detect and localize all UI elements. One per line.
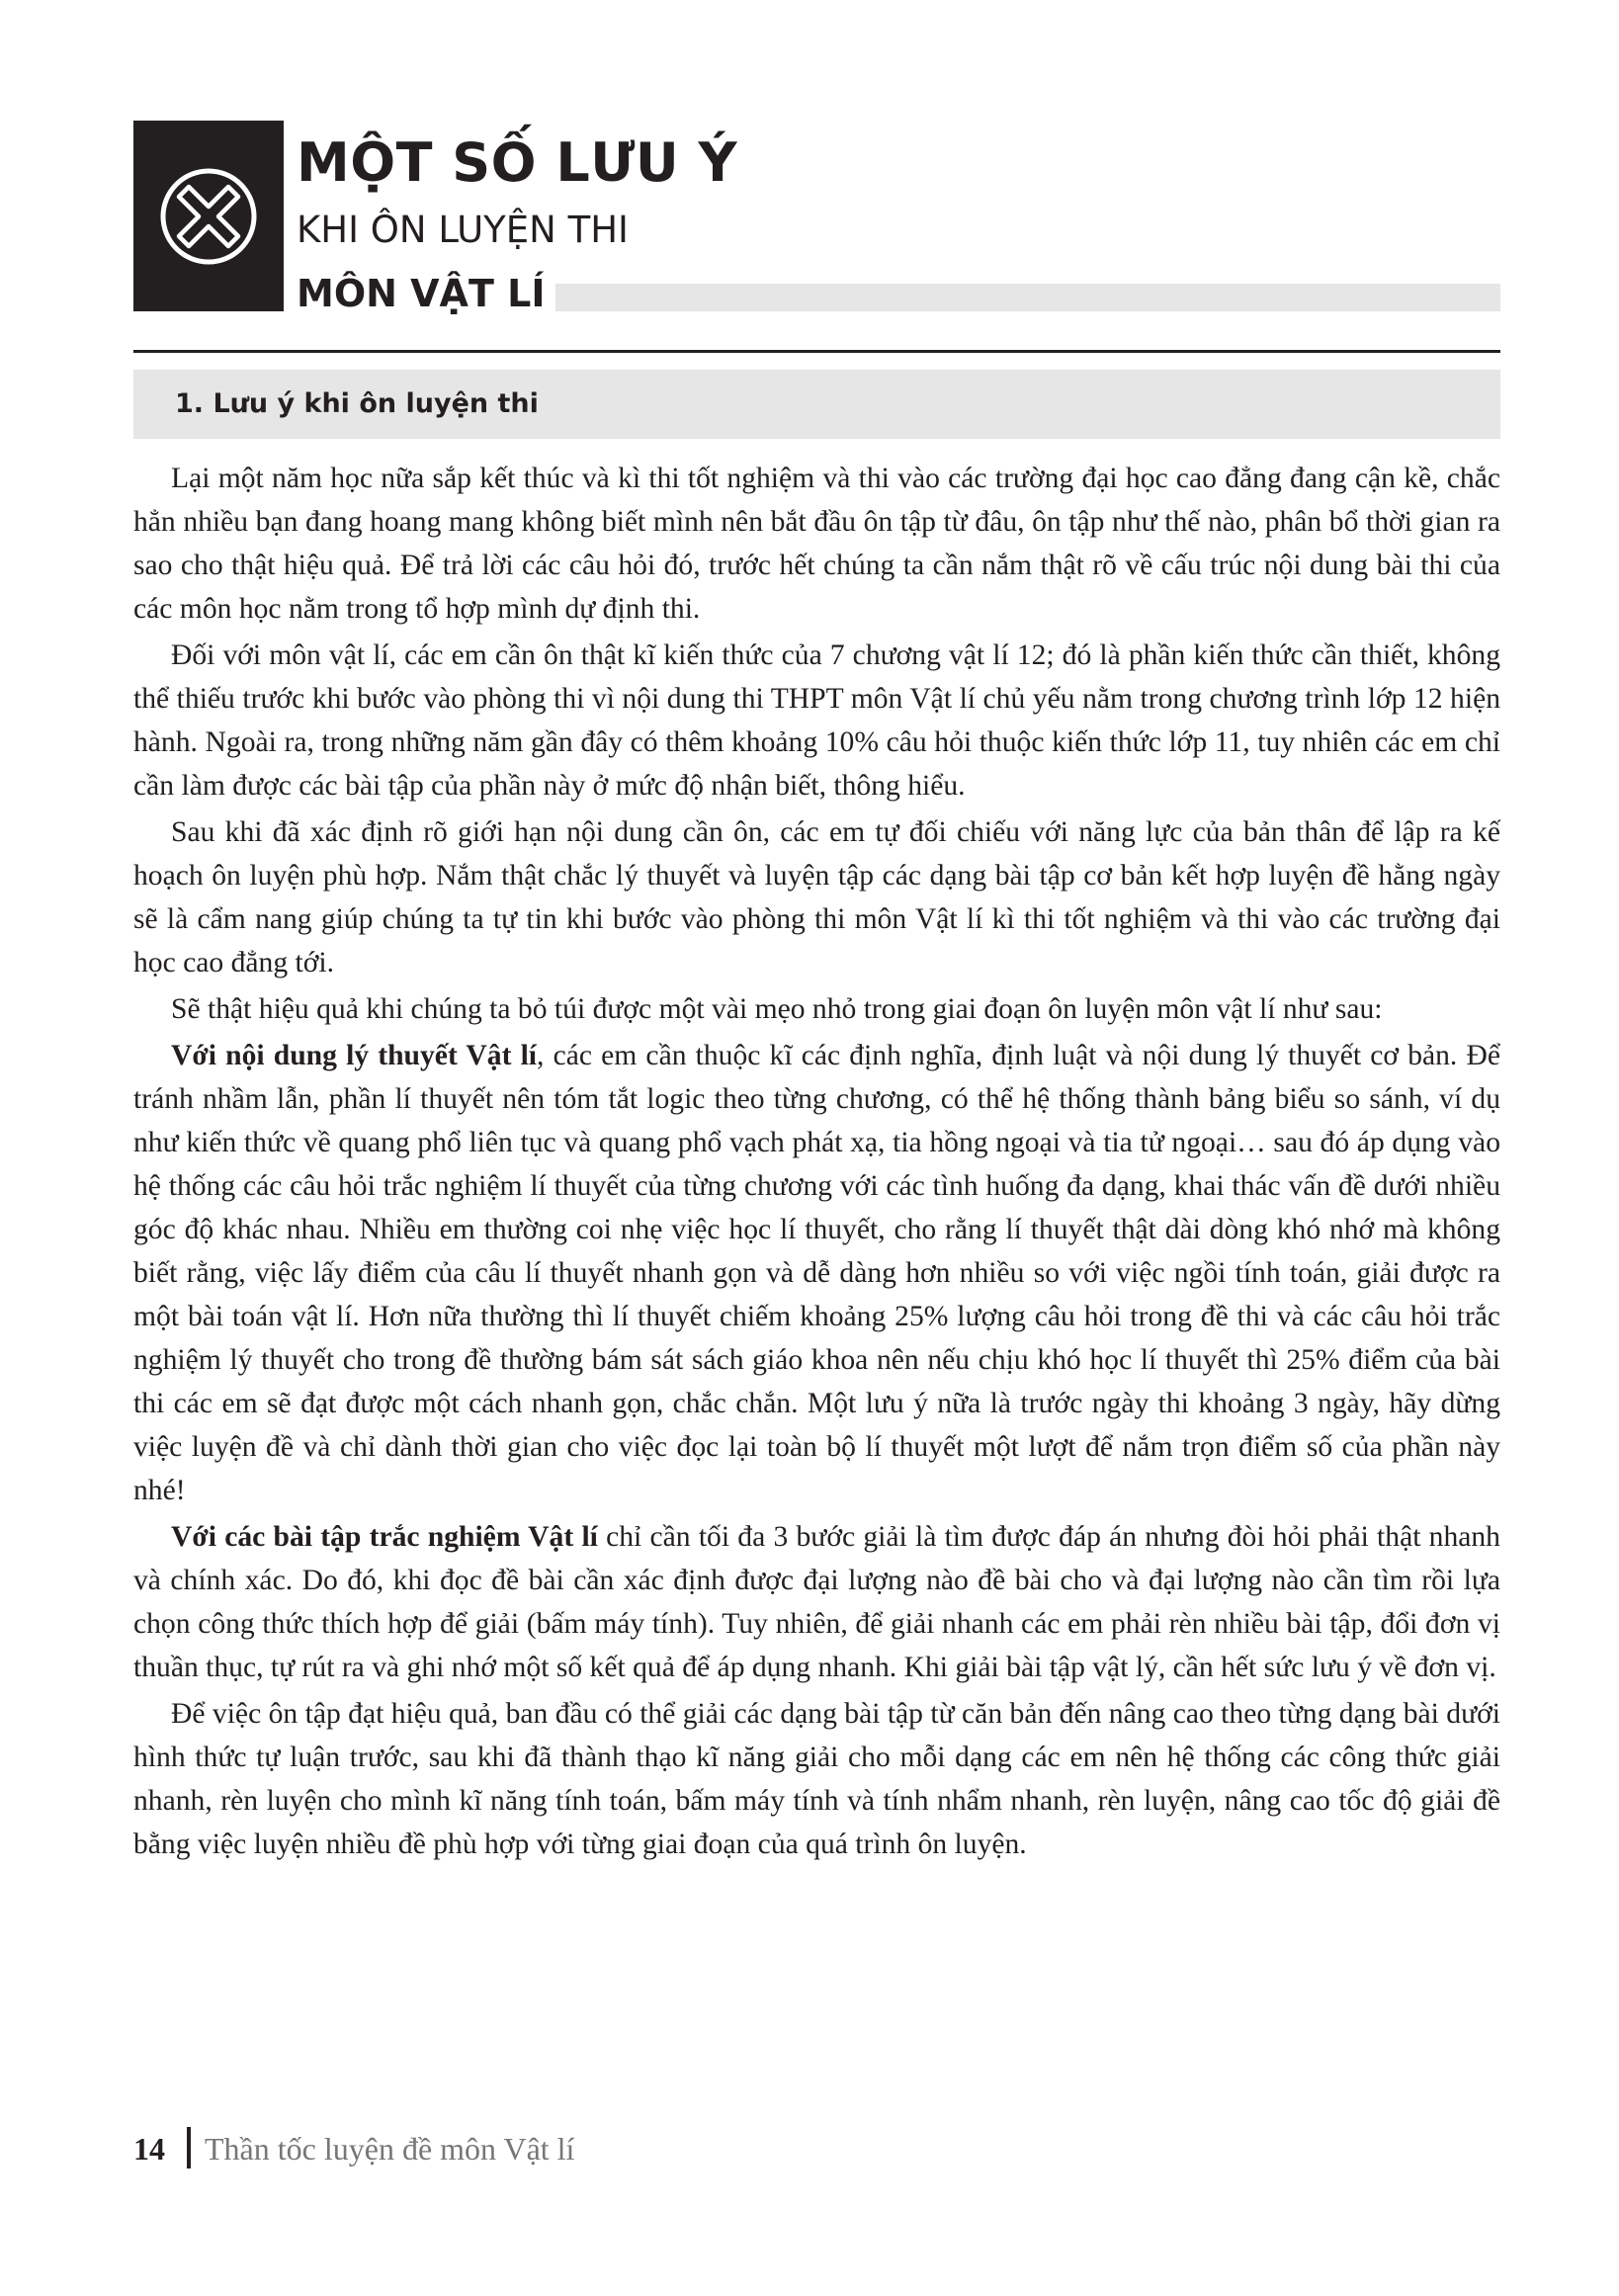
paragraph (133, 634, 1500, 808)
title-underline-bar (555, 284, 1500, 311)
title-line-1: MỘT SỐ LƯU Ý (297, 131, 738, 194)
paragraph-text: Sau khi đã xác định rõ giới hạn nội dung cần ôn, các em tự đối chiếu với năng lực của bản thân để lập ra kế hoạch ôn luyện phù hợp. Nắm thật chắc lý thuyết và luyện tập các dạng bài tập cơ bản kết hợp luyện đề hằng ngày sẽ là cẩm nang giúp chúng ta tự tin khi bước vào phòng thi môn Vật lí kì thi tốt nghiệm và thi vào các trường đại học cao đẳng tới. (133, 816, 1500, 978)
paragraph-text: , các em cần thuộc kĩ các định nghĩa, định luật và nội dung lý thuyết cơ bản. Để tránh nhầm lẫn, phần lí thuyết nên tóm tắt logic theo từng chương, có thể hệ thống thành bảng biểu so sánh, ví dụ như kiến thức về quang phổ liên tục và quang phổ vạch phát xạ, tia hồng ngoại và tia tử ngoại… sau đó áp dụng vào hệ thống các câu hỏi trắc nghiệm lí thuyết của từng chương với các tình huống đa dạng, khai thác vấn đề dưới nhiều góc độ khác nhau. Nhiều em thường coi nhẹ việc học lí thuyết, cho rằng lí thuyết thật dài dòng khó nhớ mà không biết rằng, việc lấy điểm của câu lí thuyết nhanh gọn và dễ dàng hơn nhiều so với việc ngồi tính toán, giải được ra một bài toán vật lí. Hơn nữa thường thì lí thuyết chiếm khoảng 25% lượng câu hỏi trong đề thi và các câu hỏi trắc nghiệm lý thuyết cho trong đề thường bám sát sách giáo khoa nên nếu chịu khó học lí thuyết thì 25% điểm của bài thi các em sẽ đạt được một cách nhanh gọn, chắc chắn. Một lưu ý nữa là trước ngày thi khoảng 3 ngày, hãy dừng việc luyện đề và chỉ dành thời gian cho việc đọc lại toàn bộ lí thuyết một lượt để nắm trọn điểm số của phần này nhé! (133, 1040, 1500, 1506)
book-title: Thần tốc luyện đề môn Vật lí (205, 2131, 575, 2167)
title-line-2: KHI ÔN LUYỆN THI (297, 209, 629, 251)
section-heading-bar (133, 370, 1500, 439)
header-icon-block (133, 121, 284, 311)
section-title: 1. Lưu ý khi ôn luyện thi (175, 388, 539, 419)
paragraph-text: Đối với môn vật lí, các em cần ôn thật kĩ kiến thức của 7 chương vật lí 12; đó là phần kiến thức cần thiết, không thể thiếu trước khi bước vào phòng thi vì nội dung thi THPT môn Vật lí chủ yếu nằm trong chương trình lớp 12 hiện hành. Ngoài ra, trong những năm gần đây có thêm khoảng 10% câu hỏi thuộc kiến thức lớp 11, tuy nhiên các em chỉ cần làm được các bài tập của phần này ở mức độ nhận biết, thông hiểu. (133, 639, 1500, 802)
paragraph-text: Lại một năm học nữa sắp kết thúc và kì thi tốt nghiệm và thi vào các trường đại học cao đẳng đang cận kề, chắc hẳn nhiều bạn đang hoang mang không biết mình nên bắt đầu ôn tập từ đâu, ôn tập như thế nào, phân bổ thời gian ra sao cho thật hiệu quả. Để trả lời các câu hỏi đó, trước hết chúng ta cần nắm thật rõ về cấu trúc nội dung bài thi của các môn học nằm trong tổ hợp mình dự định thi. (133, 463, 1500, 625)
paragraph (133, 1515, 1500, 1689)
paragraph-text: Sẽ thật hiệu quả khi chúng ta bỏ túi được một vài mẹo nhỏ trong giai đoạn ôn luyện môn vật lí như sau: (171, 993, 1383, 1025)
title-line-3: MÔN VẬT LÍ (297, 272, 546, 315)
body-text (133, 457, 1500, 1869)
paragraph (133, 1034, 1500, 1512)
page-footer (133, 2127, 574, 2170)
paragraph (133, 810, 1500, 984)
circled-x-icon (156, 164, 261, 269)
header-rule (133, 350, 1500, 353)
paragraph-lead: Với các bài tập trắc nghiệm Vật lí (171, 1521, 598, 1553)
paragraph-lead: Với nội dung lý thuyết Vật lí (171, 1040, 538, 1071)
footer-separator (187, 2127, 191, 2168)
paragraph (133, 987, 1500, 1031)
paragraph-text: Để việc ôn tập đạt hiệu quả, ban đầu có thể giải các dạng bài tập từ căn bản đến nâng cao theo từng dạng bài dưới hình thức tự luận trước, sau khi đã thành thạo kĩ năng giải cho mỗi dạng các em nên hệ thống các công thức giải nhanh, rèn luyện cho mình kĩ năng tính toán, bấm máy tính và tính nhẩm nhanh, rèn luyện, nâng cao tốc độ giải đề bằng việc luyện nhiều đề phù hợp với từng giai đoạn của quá trình ôn luyện. (133, 1698, 1500, 1860)
paragraph (133, 457, 1500, 631)
page-number: 14 (133, 2131, 165, 2167)
paragraph (133, 1692, 1500, 1866)
paragraph-text: chỉ cần tối đa 3 bước giải là tìm được đáp án nhưng đòi hỏi phải thật nhanh và chính xác. Do đó, khi đọc đề bài cần xác định được đại lượng nào đề bài cho và đại lượng nào cần tìm rồi lựa chọn công thức thích hợp để giải (bấm máy tính). Tuy nhiên, để giải nhanh các em phải rèn nhiều bài tập, đổi đơn vị thuần thục, tự rút ra và ghi nhớ một số kết quả để áp dụng nhanh. Khi giải bài tập vật lý, cần hết sức lưu ý về đơn vị. (133, 1521, 1500, 1683)
